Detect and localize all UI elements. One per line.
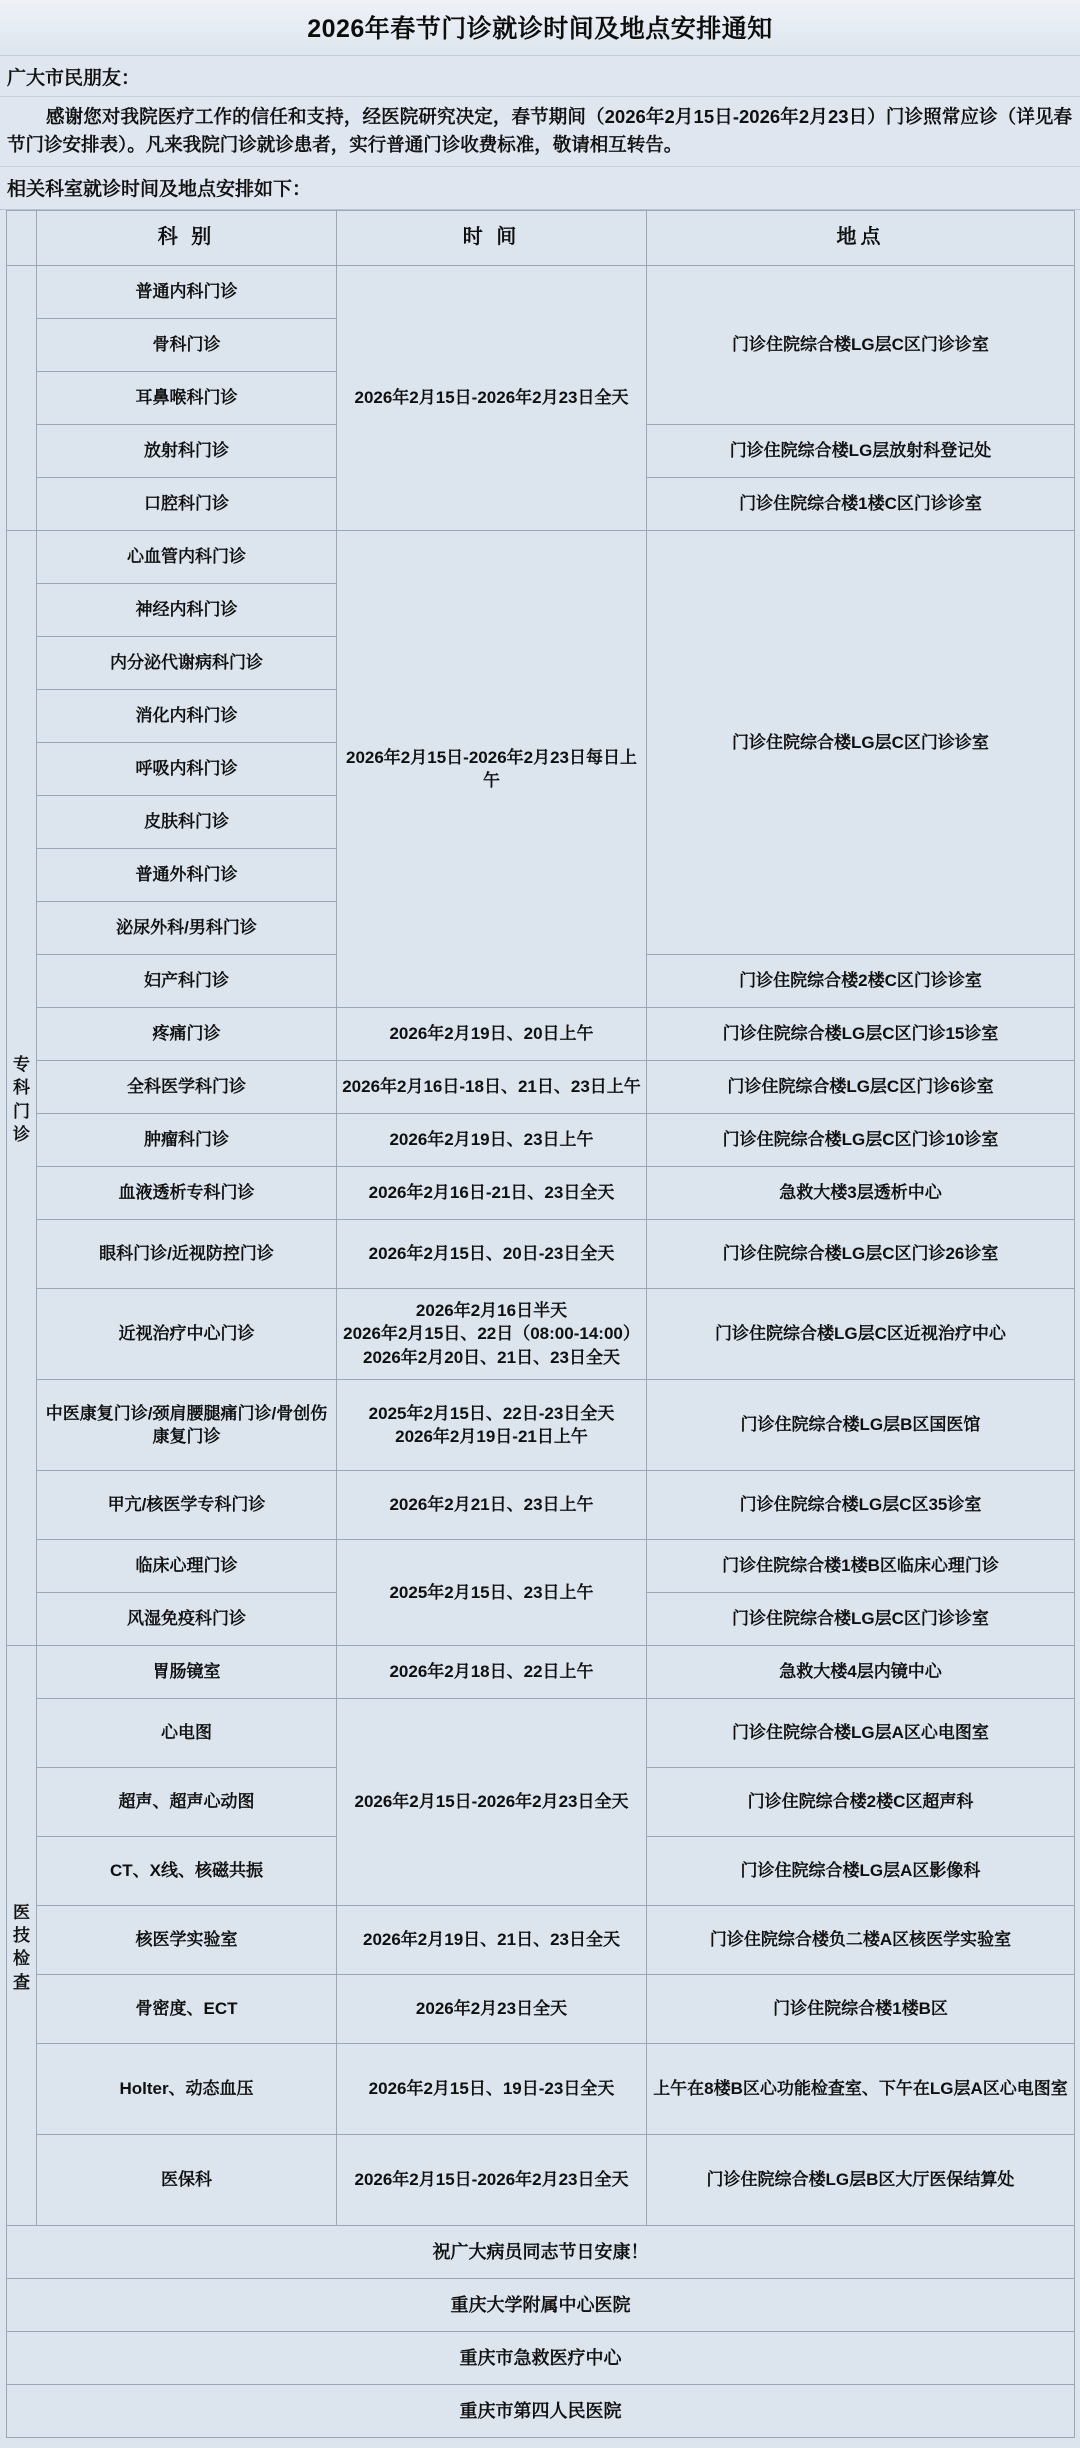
cell-location: 门诊住院综合楼1楼C区门诊诊室 <box>647 478 1075 531</box>
table-row <box>7 1289 1075 1380</box>
cell-department: 心电图 <box>37 1699 337 1768</box>
cell-location: 门诊住院综合楼LG层A区影像科 <box>647 1837 1075 1906</box>
table-row <box>7 1220 1075 1289</box>
cell-location: 门诊住院综合楼LG层C区门诊诊室 <box>647 1593 1075 1646</box>
cell-time: 2026年2月16日-21日、23日全天 <box>337 1167 647 1220</box>
cell-department: 耳鼻喉科门诊 <box>37 372 337 425</box>
cell-department: 血液透析专科门诊 <box>37 1167 337 1220</box>
cell-department: 全科医学科门诊 <box>37 1061 337 1114</box>
cell-department: CT、X线、核磁共振 <box>37 1837 337 1906</box>
cell-location: 上午在8楼B区心功能检查室、下午在LG层A区心电图室 <box>647 2044 1075 2135</box>
cell-department: 泌尿外科/男科门诊 <box>37 902 337 955</box>
table-row <box>7 1975 1075 2044</box>
cell-location: 门诊住院综合楼2楼C区超声科 <box>647 1768 1075 1837</box>
header-location: 地点 <box>647 211 1075 266</box>
table-row <box>7 1699 1075 1768</box>
cell-department: 胃肠镜室 <box>37 1646 337 1699</box>
cell-location: 门诊住院综合楼LG层C区门诊15诊室 <box>647 1008 1075 1061</box>
cell-time: 2026年2月15日-2026年2月23日全天 <box>337 1699 647 1906</box>
cell-time: 2026年2月18日、22日上午 <box>337 1646 647 1699</box>
cell-location: 门诊住院综合楼LG层C区近视治疗中心 <box>647 1289 1075 1380</box>
cell-location: 门诊住院综合楼2楼C区门诊诊室 <box>647 955 1075 1008</box>
cell-department: 骨密度、ECT <box>37 1975 337 2044</box>
cell-department: 口腔科门诊 <box>37 478 337 531</box>
cell-time: 2025年2月15日、22日-23日全天 2026年2月19日-21日上午 <box>337 1380 647 1471</box>
cell-time: 2026年2月21日、23日上午 <box>337 1471 647 1540</box>
footer-org-3: 重庆市第四人民医院 <box>7 2385 1075 2438</box>
header-time: 时 间 <box>337 211 647 266</box>
cell-department: 内分泌代谢病科门诊 <box>37 637 337 690</box>
table-row <box>7 2044 1075 2135</box>
cell-department: 普通外科门诊 <box>37 849 337 902</box>
table-row <box>7 1008 1075 1061</box>
cell-time: 2026年2月23日全天 <box>337 1975 647 2044</box>
footer-row-org2 <box>7 2332 1075 2385</box>
cell-location: 门诊住院综合楼LG层C区门诊26诊室 <box>647 1220 1075 1289</box>
cell-time: 2025年2月15日、23日上午 <box>337 1540 647 1646</box>
header-department: 科 别 <box>37 211 337 266</box>
cell-department: 医保科 <box>37 2135 337 2226</box>
cell-location: 急救大楼3层透析中心 <box>647 1167 1075 1220</box>
footer-org-1: 重庆大学附属中心医院 <box>7 2279 1075 2332</box>
cell-location: 门诊住院综合楼LG层C区门诊诊室 <box>647 531 1075 955</box>
schedule-table-wrapper <box>0 210 1080 2438</box>
table-row <box>7 1471 1075 1540</box>
table-row <box>7 531 1075 584</box>
footer-greeting: 祝广大病员同志节日安康！ <box>7 2226 1075 2279</box>
cell-department: 疼痛门诊 <box>37 1008 337 1061</box>
cell-time: 2026年2月16日半天 2026年2月15日、22日（08:00-14:00） 2026年2月20日、21日、23日全天 <box>337 1289 647 1380</box>
group-label-medtech: 医技检查 <box>7 1646 37 2226</box>
cell-department: 近视治疗中心门诊 <box>37 1289 337 1380</box>
cell-department: 风湿免疫科门诊 <box>37 1593 337 1646</box>
bottom-padding <box>0 2438 1080 2448</box>
footer-row-org1 <box>7 2279 1075 2332</box>
cell-time: 2026年2月19日、21日、23日全天 <box>337 1906 647 1975</box>
cell-department: 骨科门诊 <box>37 319 337 372</box>
footer-row-greeting <box>7 2226 1075 2279</box>
cell-location: 门诊住院综合楼LG层A区心电图室 <box>647 1699 1075 1768</box>
group-spacer-top <box>7 266 37 531</box>
salutation: 广大市民朋友： <box>0 56 1080 97</box>
table-row <box>7 1540 1075 1593</box>
cell-time: 2026年2月19日、23日上午 <box>337 1114 647 1167</box>
cell-location: 门诊住院综合楼LG层C区门诊诊室 <box>647 266 1075 425</box>
cell-location: 门诊住院综合楼LG层B区大厅医保结算处 <box>647 2135 1075 2226</box>
notice-lead: 相关科室就诊时间及地点安排如下： <box>7 179 312 201</box>
cell-time: 2026年2月19日、20日上午 <box>337 1008 647 1061</box>
table-row <box>7 1646 1075 1699</box>
cell-time: 2026年2月16日-18日、21日、23日上午 <box>337 1061 647 1114</box>
notice-body-text: 感谢您对我院医疗工作的信任和支持，经医院研究决定，春节期间（2026年2月15日-2026年2月23日）门诊照常应诊（详见春节门诊安排表）。凡来我院门诊就诊患者，实行普通门诊收费标准，敬请相互转告。 <box>7 106 1072 156</box>
notice-body <box>0 97 1080 167</box>
notice-header <box>0 0 1080 210</box>
cell-location: 门诊住院综合楼LG层B区国医馆 <box>647 1380 1075 1471</box>
cell-location: 门诊住院综合楼LG层C区门诊10诊室 <box>647 1114 1075 1167</box>
cell-time: 2026年2月15日、20日-23日全天 <box>337 1220 647 1289</box>
table-row <box>7 1114 1075 1167</box>
cell-department: 消化内科门诊 <box>37 690 337 743</box>
cell-location: 门诊住院综合楼LG层C区35诊室 <box>647 1471 1075 1540</box>
cell-department: 妇产科门诊 <box>37 955 337 1008</box>
cell-location: 门诊住院综合楼LG层C区门诊6诊室 <box>647 1061 1075 1114</box>
cell-department: 肿瘤科门诊 <box>37 1114 337 1167</box>
schedule-table <box>6 210 1075 2438</box>
cell-location: 门诊住院综合楼1楼B区 <box>647 1975 1075 2044</box>
header-group-spacer <box>7 211 37 266</box>
footer-org-2: 重庆市急救医疗中心 <box>7 2332 1075 2385</box>
cell-time: 2026年2月15日-2026年2月23日全天 <box>337 266 647 531</box>
cell-department: Holter、动态血压 <box>37 2044 337 2135</box>
cell-department: 放射科门诊 <box>37 425 337 478</box>
cell-department: 核医学实验室 <box>37 1906 337 1975</box>
cell-department: 心血管内科门诊 <box>37 531 337 584</box>
cell-time: 2026年2月15日、19日-23日全天 <box>337 2044 647 2135</box>
cell-location: 门诊住院综合楼负二楼A区核医学实验室 <box>647 1906 1075 1975</box>
cell-location: 急救大楼4层内镜中心 <box>647 1646 1075 1699</box>
table-row <box>7 2135 1075 2226</box>
cell-department: 神经内科门诊 <box>37 584 337 637</box>
footer-row-org3 <box>7 2385 1075 2438</box>
cell-department: 超声、超声心动图 <box>37 1768 337 1837</box>
table-row <box>7 1906 1075 1975</box>
cell-department: 甲亢/核医学专科门诊 <box>37 1471 337 1540</box>
table-row <box>7 1380 1075 1471</box>
cell-department: 皮肤科门诊 <box>37 796 337 849</box>
cell-time: 2026年2月15日-2026年2月23日每日上午 <box>337 531 647 1008</box>
group-label-specialty: 专科门诊 <box>7 531 37 1646</box>
cell-department: 普通内科门诊 <box>37 266 337 319</box>
table-row <box>7 1061 1075 1114</box>
cell-department: 呼吸内科门诊 <box>37 743 337 796</box>
table-row <box>7 266 1075 319</box>
cell-department: 眼科门诊/近视防控门诊 <box>37 1220 337 1289</box>
table-row <box>7 1167 1075 1220</box>
page-title: 2026年春节门诊就诊时间及地点安排通知 <box>0 0 1080 56</box>
cell-department: 临床心理门诊 <box>37 1540 337 1593</box>
cell-time: 2026年2月15日-2026年2月23日全天 <box>337 2135 647 2226</box>
table-header-row <box>7 211 1075 266</box>
cell-department: 中医康复门诊/颈肩腰腿痛门诊/骨创伤康复门诊 <box>37 1380 337 1471</box>
cell-location: 门诊住院综合楼LG层放射科登记处 <box>647 425 1075 478</box>
cell-location: 门诊住院综合楼1楼B区临床心理门诊 <box>647 1540 1075 1593</box>
